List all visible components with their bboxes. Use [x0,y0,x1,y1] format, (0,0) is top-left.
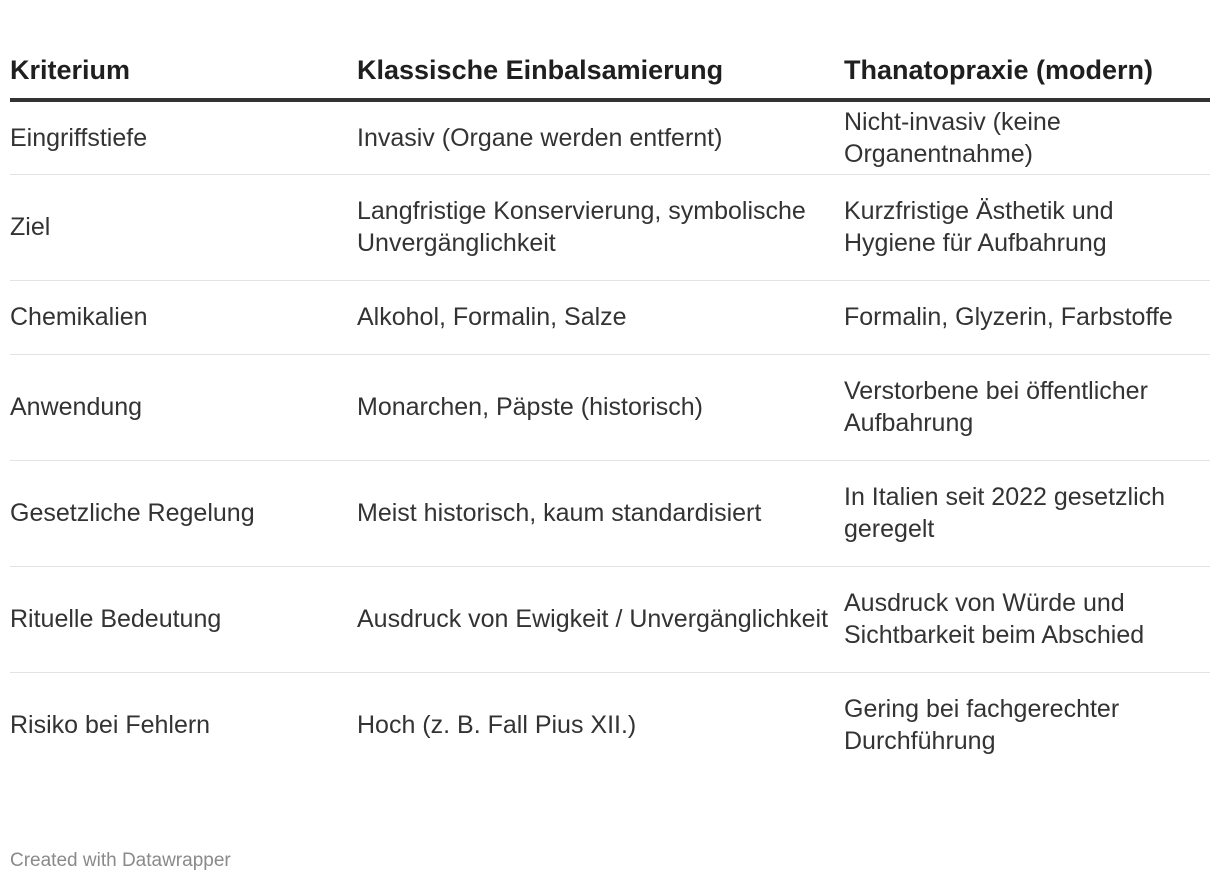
cell-text: Anwendung [10,393,143,421]
cell-text: Ausdruck von Ewigkeit / Unvergänglichkeit [357,605,829,633]
table-cell-classic [357,280,844,354]
table-cell-modern [844,672,1210,778]
table-row [10,672,1210,778]
table-cell-classic [357,100,844,174]
table-cell-modern [844,100,1210,174]
cell-text: Langfristige Konservierung, symbolische Unvergänglichkeit [357,197,806,257]
cell-text: Nicht-invasiv (keine Organentnahme) [844,107,1061,168]
cell-text: Eingriffstiefe [10,123,148,152]
cell-text: Meist historisch, kaum standardisiert [357,499,762,527]
datawrapper-credit[interactable]: Created with Datawrapper [10,850,231,871]
table-cell-criterion [10,672,357,778]
table-cell-criterion [10,174,357,280]
cell-text: In Italien seit 2022 gesetzlich geregelt [844,483,1166,543]
table-cell-modern [844,174,1210,280]
cell-text: Alkohol, Formalin, Salze [357,303,627,331]
table-cell-classic [357,354,844,460]
column-header-kriterium: Kriterium [10,28,357,100]
column-header-thanatopraxie: Thanatopraxie (modern) [844,28,1210,100]
cell-text: Monarchen, Päpste (historisch) [357,393,703,421]
cell-text: Risiko bei Fehlern [10,711,211,740]
header-row [10,28,1210,100]
table-row [10,354,1210,460]
table-cell-classic [357,460,844,566]
table-body [10,100,1210,778]
cell-text: Ziel [10,213,51,241]
cell-text: Kurzfristige Ästhetik und Hygiene für Aufbahrung [844,197,1114,257]
table-cell-criterion [10,100,357,174]
cell-text: Ausdruck von Würde und Sichtbarkeit beim Abschied [844,589,1145,649]
table-row [10,174,1210,280]
table-cell-modern [844,280,1210,354]
cell-text: Rituelle Bedeutung [10,605,222,633]
table-row [10,460,1210,566]
table-header [10,28,1210,100]
table-cell-criterion [10,566,357,672]
cell-text: Verstorbene bei öffentlicher Aufbahrung [844,377,1148,437]
table-row [10,100,1210,174]
table-cell-modern [844,354,1210,460]
table-cell-classic [357,174,844,280]
cell-text: Hoch (z. B. Fall Pius XII.) [357,711,637,740]
table-cell-modern [844,460,1210,566]
table-cell-modern [844,566,1210,672]
comparison-table [10,28,1210,778]
table-row [10,566,1210,672]
column-header-klassische-einbalsamierung: Klassische Einbalsamierung [357,28,844,100]
table-cell-criterion [10,460,357,566]
table-cell-classic [357,566,844,672]
cell-text: Chemikalien [10,303,148,331]
cell-text: Gering bei fachgerechter Durchführung [844,695,1120,756]
cell-text: Formalin, Glyzerin, Farbstoffe [844,303,1173,331]
cell-text: Gesetzliche Regelung [10,499,255,527]
comparison-table-container [10,28,1210,778]
table-cell-criterion [10,280,357,354]
table-row [10,280,1210,354]
table-cell-criterion [10,354,357,460]
table-cell-classic [357,672,844,778]
cell-text: Invasiv (Organe werden entfernt) [357,123,723,152]
